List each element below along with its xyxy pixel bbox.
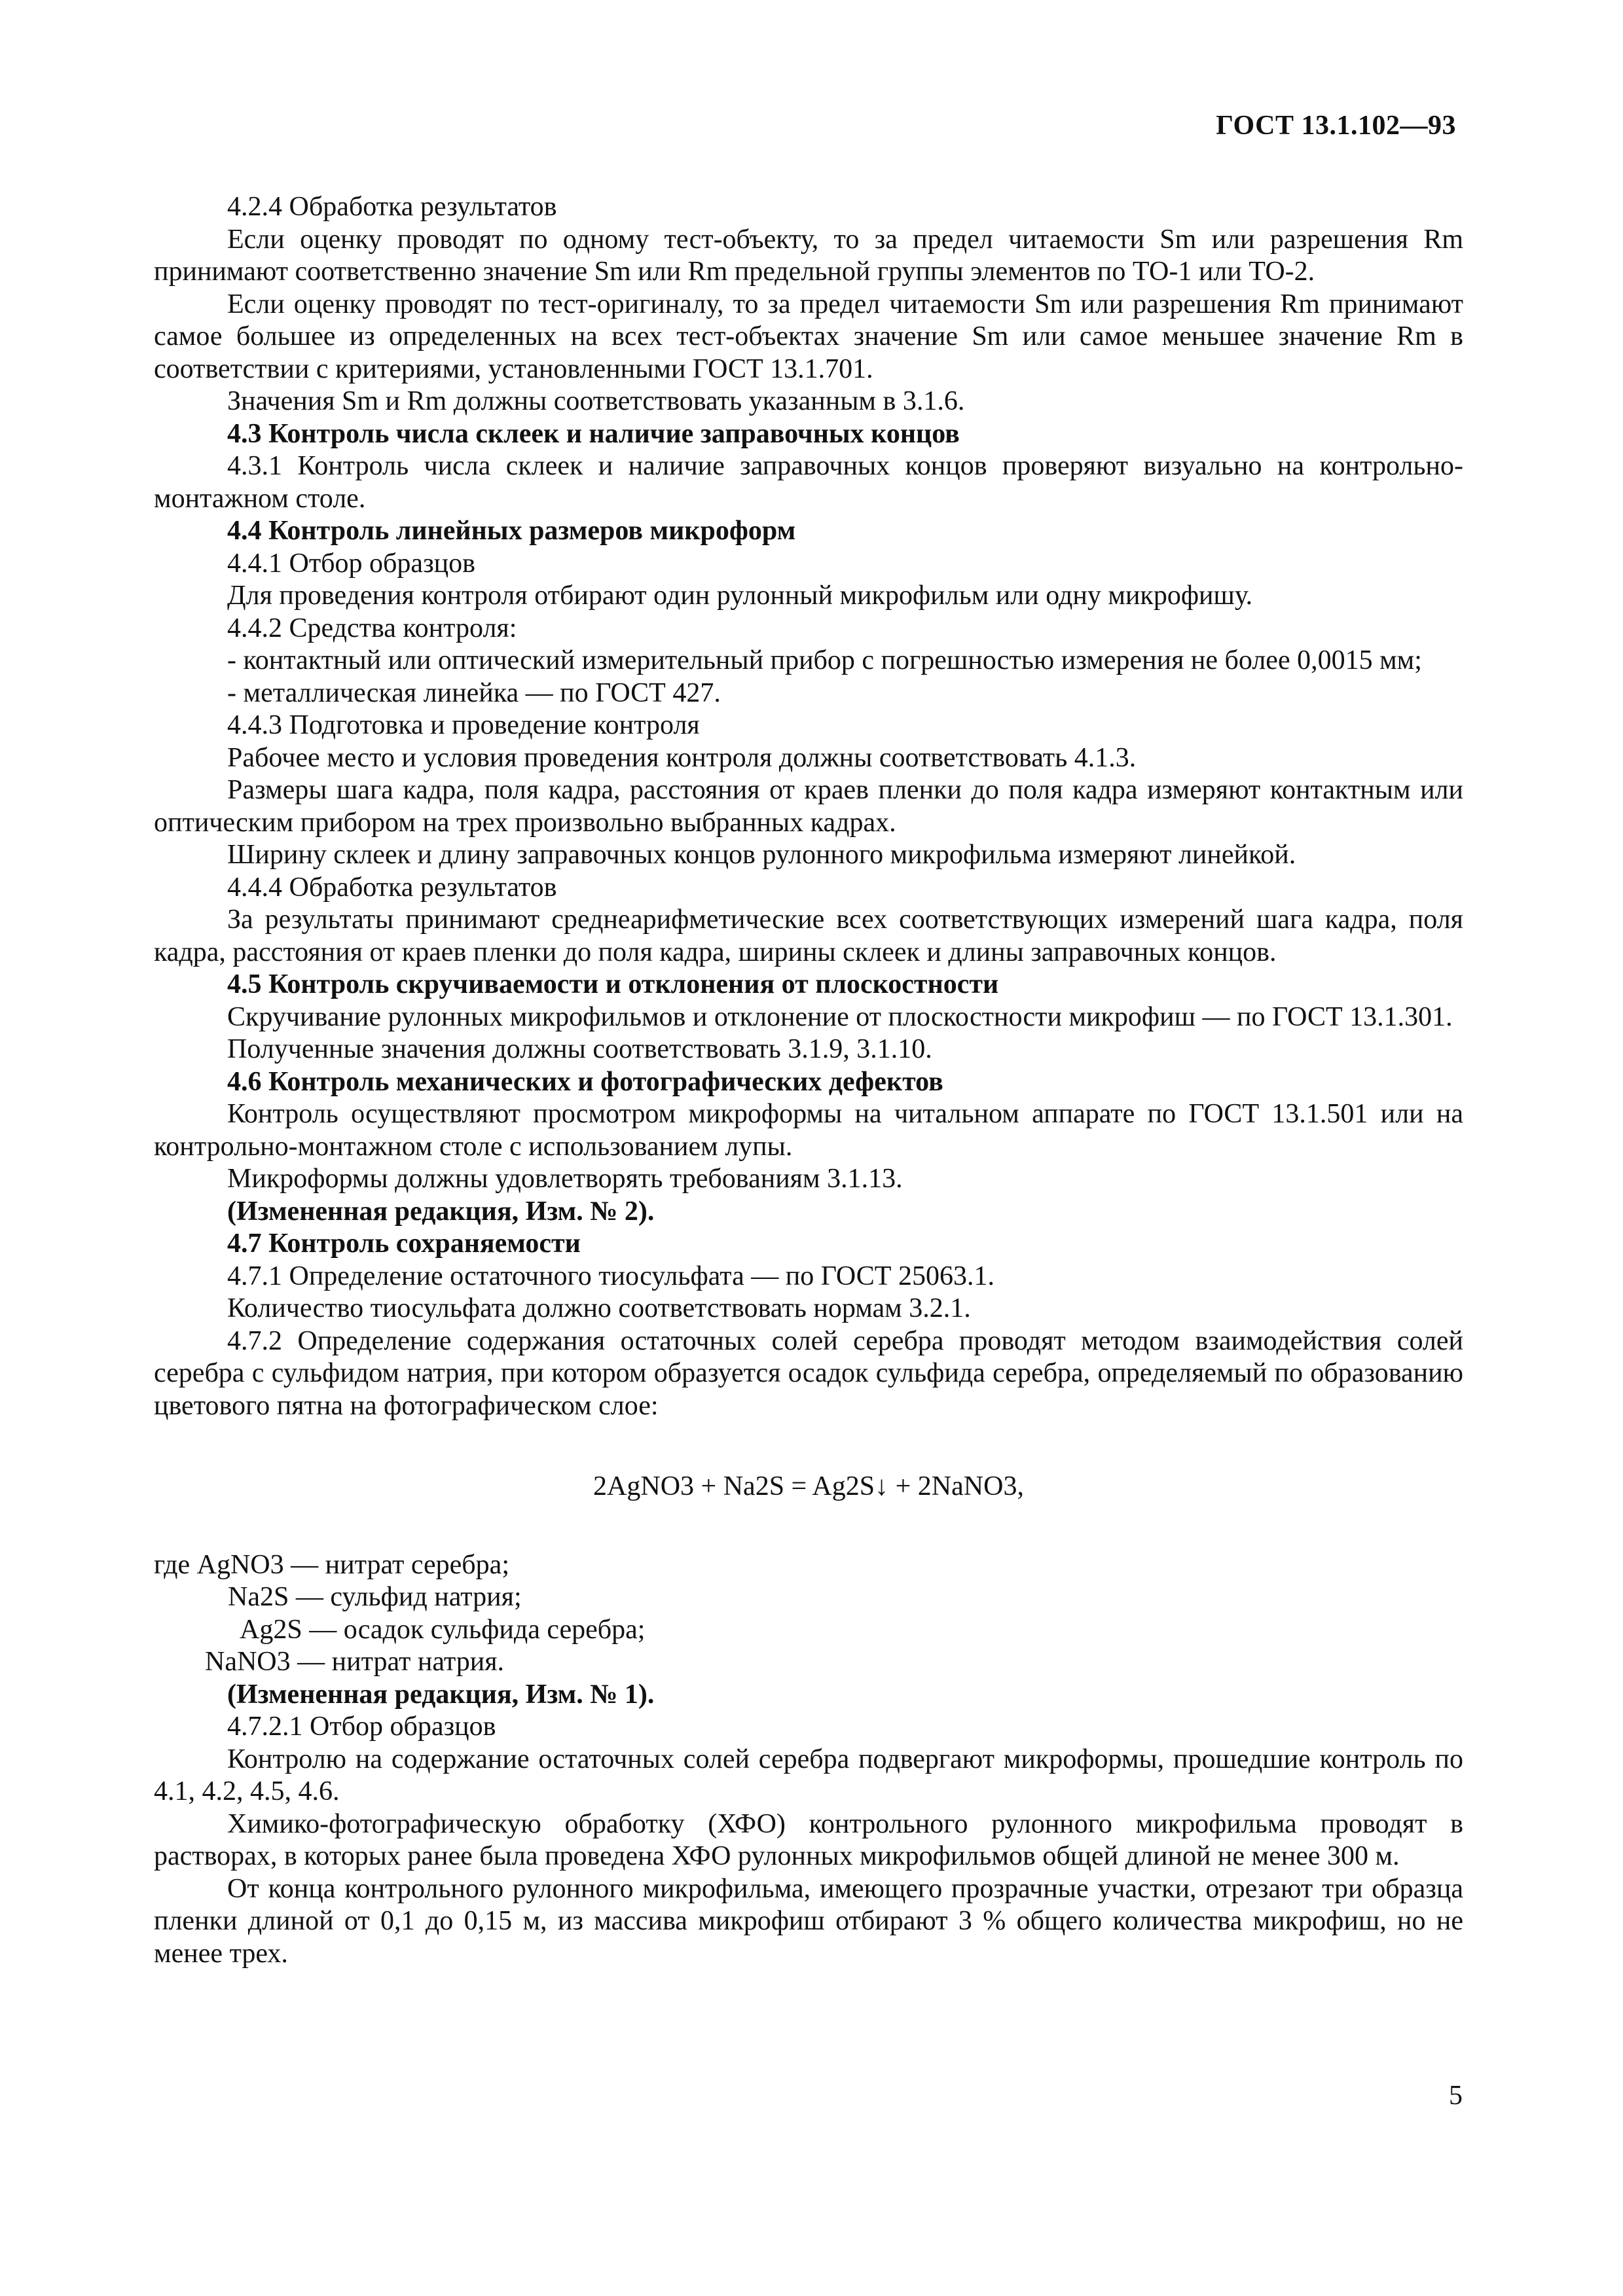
paragraph: 4.2.4 Обработка результатов xyxy=(227,192,557,222)
paragraph: 4.4.3 Подготовка и проведение контроля xyxy=(227,710,700,740)
paragraph: Ширину склеек и длину заправочных концов рулонного микрофильма измеряют линейкой. xyxy=(227,840,1296,870)
paragraph: Химико-фотографическую обработку (ХФО) контрольного рулонного микрофильма проводят в растворах, в которых ранее была проведена ХФО рулонных микрофильмов общей длиной не менее 300 м. xyxy=(154,1808,1463,1871)
paragraph: 4.4.2 Средства контроля: xyxy=(227,613,517,643)
legend-line: Na2S — сульфид натрия; xyxy=(228,1582,522,1612)
paragraph: Рабочее место и условия проведения контроля должны соответствовать 4.1.3. xyxy=(227,742,1137,773)
paragraph: 4.7.1 Определение остаточного тиосульфата — по ГОСТ 25063.1. xyxy=(227,1261,994,1291)
paragraph: Значения Sm и Rm должны соответствовать указанным в 3.1.6. xyxy=(227,386,965,416)
paragraph: Если оценку проводят по одному тест-объекту, то за предел читаемости Sm или разрешения Rm принимают соответственно значение Sm или Rm предельной группы элементов по ТО-1 или ТО-2. xyxy=(154,224,1463,287)
section-heading: 4.3 Контроль числа склеек и наличие заправочных концов xyxy=(227,418,960,449)
paragraph: Скручивание рулонных микрофильмов и отклонение от плоскостности микрофиш — по ГОСТ 13.1.301. xyxy=(227,1001,1453,1032)
paragraph: Если оценку проводят по тест-оригиналу, то за предел читаемости Sm или разрешения Rm принимают самое большее из определенных на всех тест-объектах значение Sm или самое меньшее значение Rm в соответствии с критериями, установленными ГОСТ 13.1.701. xyxy=(154,289,1463,384)
paragraph: 4.4.1 Отбор образцов xyxy=(227,548,475,579)
section-heading: 4.7 Контроль сохраняемости xyxy=(227,1229,581,1259)
section-heading: (Измененная редакция, Изм. № 2). xyxy=(227,1196,655,1227)
paragraph: - металлическая линейка — по ГОСТ 427. xyxy=(227,677,721,708)
paragraphs-before-formula xyxy=(154,191,1463,1422)
legend-line: NaNO3 — нитрат натрия. xyxy=(205,1647,505,1677)
section-heading: 4.4 Контроль линейных размеров микроформ xyxy=(227,516,796,546)
paragraph: - контактный или оптический измерительный прибор с погрешностью измерения не более 0,0015 мм; xyxy=(227,645,1422,675)
section-heading: 4.6 Контроль механических и фотографических дефектов xyxy=(227,1066,943,1097)
paragraph: 4.7.2 Определение содержания остаточных солей серебра проводят методом взаимодействия солей серебра с сульфидом натрия, при котором образуется осадок сульфида серебра, определяемый по образованию цветового пятна на фотографическом слое: xyxy=(154,1325,1463,1421)
legend-line: где AgNO3 — нитрат серебра; xyxy=(154,1549,509,1580)
paragraph: 4.7.2.1 Отбор образцов xyxy=(227,1712,496,1742)
formula-legend xyxy=(154,1549,1463,1679)
standard-header: ГОСТ 13.1.102—93 xyxy=(1216,111,1456,141)
section-heading: (Измененная редакция, Изм. № 1). xyxy=(227,1679,655,1710)
legend-line: Ag2S — осадок сульфида серебра; xyxy=(240,1614,646,1645)
document-body xyxy=(154,191,1463,1970)
paragraph: Полученные значения должны соответствовать 3.1.9, 3.1.10. xyxy=(227,1034,932,1064)
paragraph: Размеры шага кадра, поля кадра, расстояния от краев пленки до поля кадра измеряют контактным или оптическим прибором на трех произвольно выбранных кадрах. xyxy=(154,775,1463,838)
section-heading: 4.5 Контроль скручиваемости и отклонения от плоскостности xyxy=(227,969,999,999)
paragraph: 4.3.1 Контроль числа склеек и наличие заправочных концов проверяют визуально на контрольно-монтажном столе. xyxy=(154,451,1463,514)
paragraph: Контролю на содержание остаточных солей серебра подвергают микроформы, прошедшие контроль по 4.1, 4.2, 4.5, 4.6. xyxy=(154,1744,1463,1806)
paragraph: Контроль осуществляют просмотром микроформы на читальном аппарате по ГОСТ 13.1.501 или на контрольно-монтажном столе с использованием лупы. xyxy=(154,1099,1463,1162)
page-number: 5 xyxy=(1449,2081,1463,2111)
paragraph: Для проведения контроля отбирают один рулонный микрофильм или одну микрофишу. xyxy=(227,581,1253,611)
paragraph: От конца контрольного рулонного микрофильма, имеющего прозрачные участки, отрезают три образца пленки длиной от 0,1 до 0,15 м, из массива микрофиш отбирают 3 % общего количества микрофиш, но не менее трех. xyxy=(154,1873,1463,1969)
paragraph: Количество тиосульфата должно соответствовать нормам 3.2.1. xyxy=(227,1293,971,1323)
paragraph: За результаты принимают среднеарифметические всех соответствующих измерений шага кадра, поля кадра, расстояния от краев пленки до поля кадра, ширины склеек и длины заправочных концов. xyxy=(154,905,1463,967)
chemical-formula: 2AgNO3 + Na2S = Ag2S↓ + 2NaNO3, xyxy=(593,1471,1024,1501)
paragraph: 4.4.4 Обработка результатов xyxy=(227,872,557,903)
paragraph: Микроформы должны удовлетворять требованиям 3.1.13. xyxy=(227,1164,903,1194)
paragraphs-after-formula xyxy=(154,1679,1463,1971)
